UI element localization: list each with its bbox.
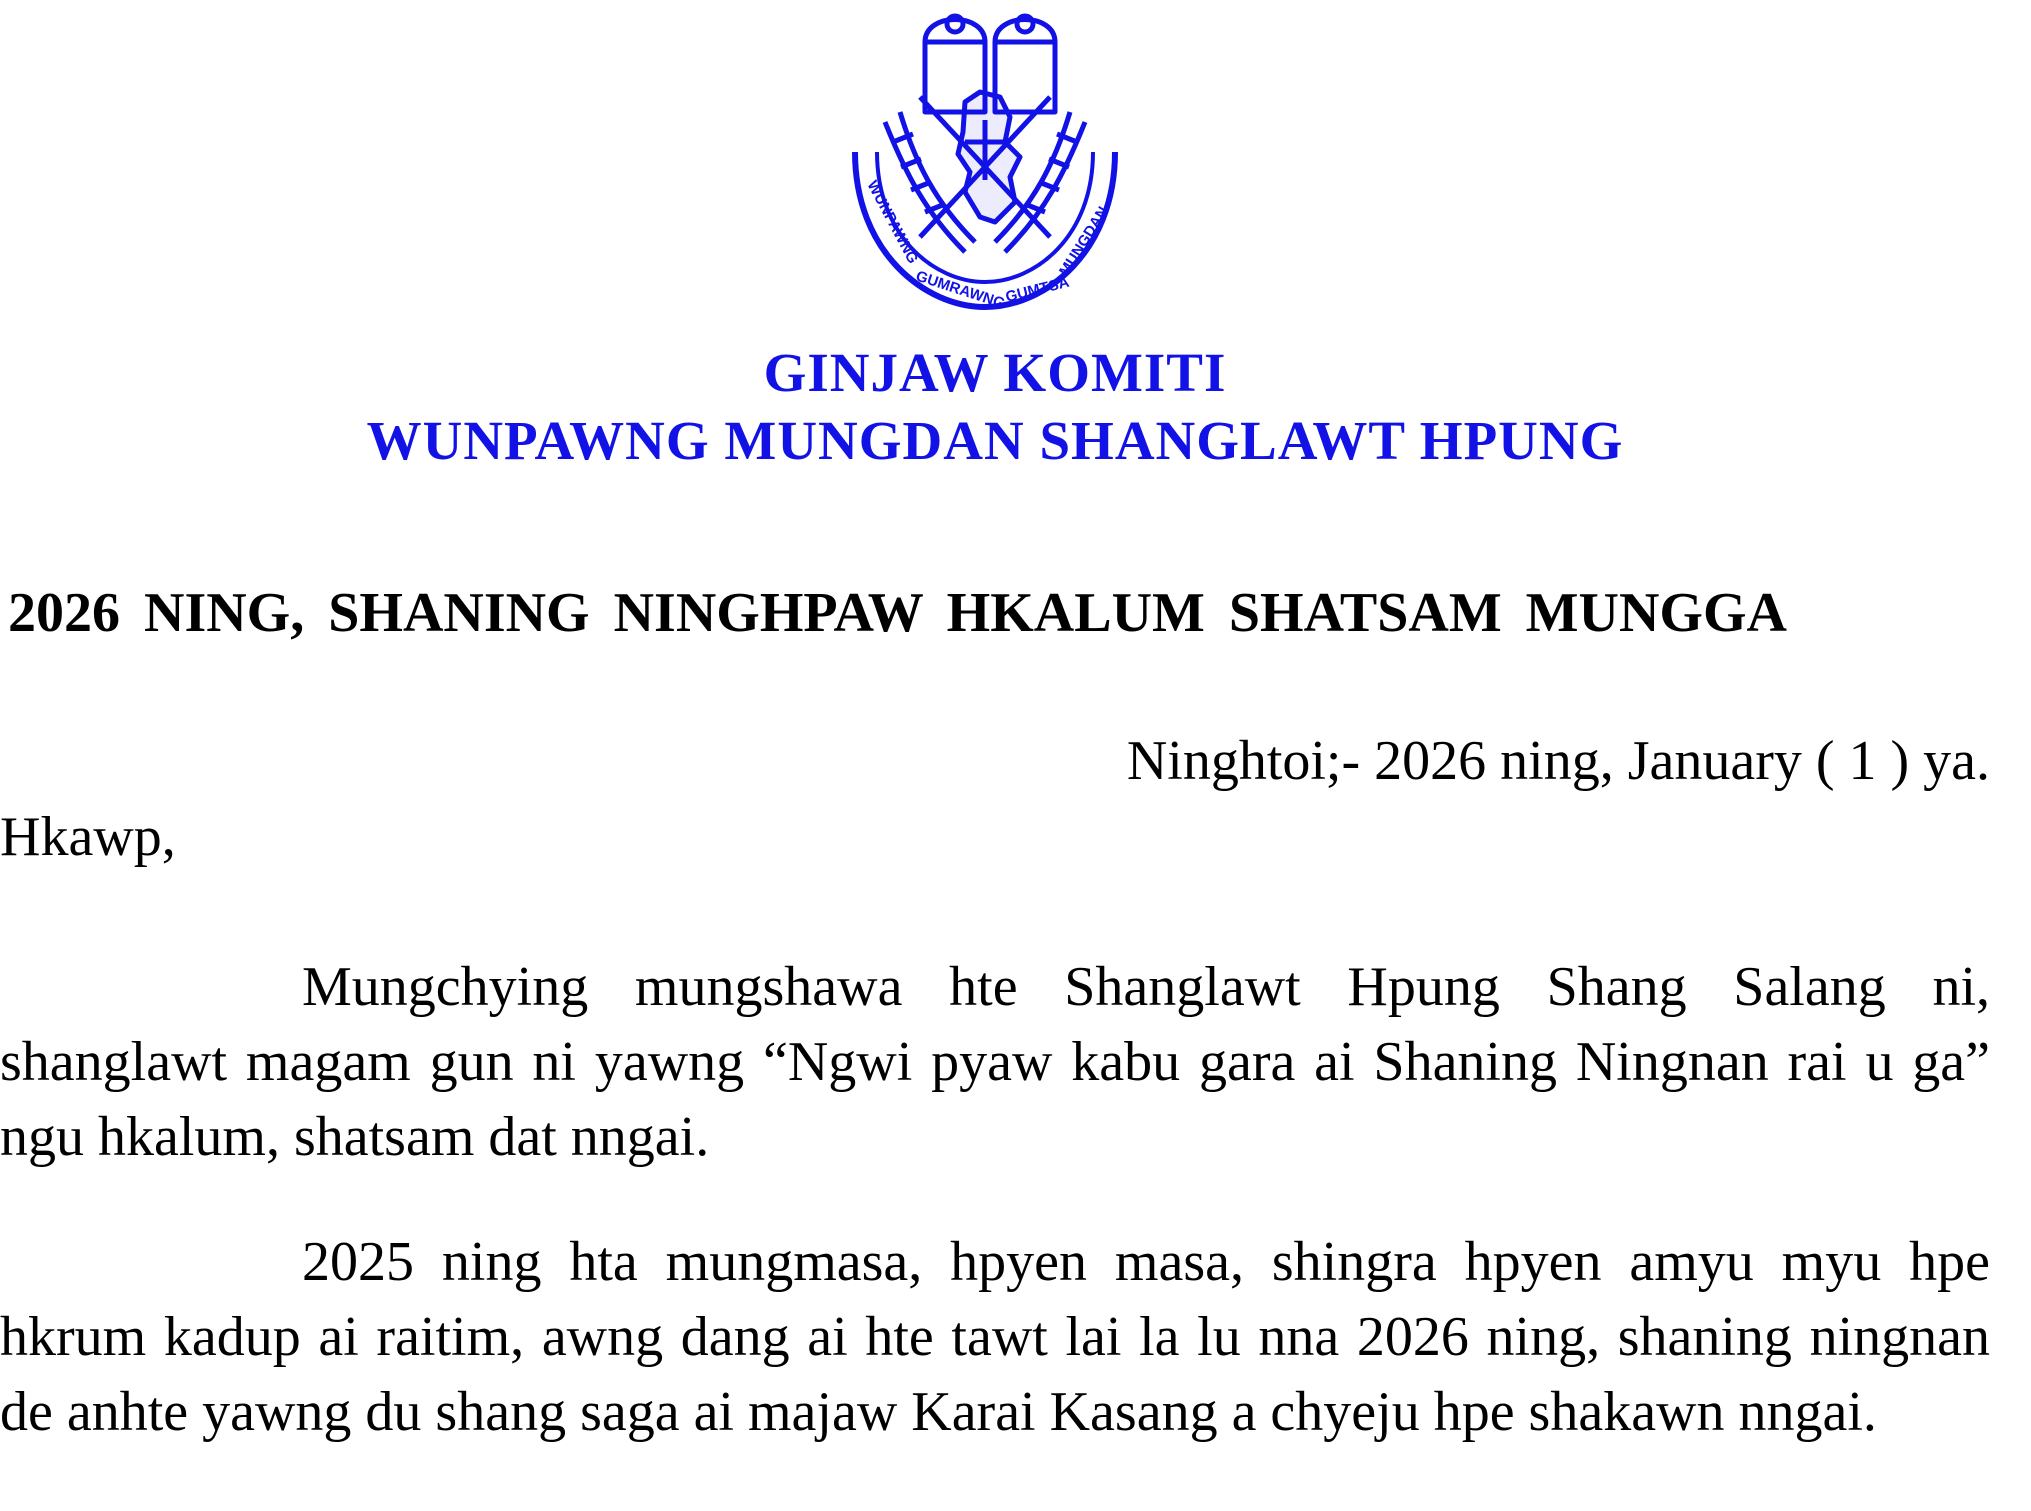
seal-text-bottom-right: GUMTSA	[1003, 273, 1072, 306]
document-heading: 2026 NING, SHANING NINGHPAW HKALUM SHATSAM MUNGGA	[8, 582, 1787, 644]
seal-text-right: MUNGDAN	[1055, 203, 1112, 280]
organization-name-line2: WUNPAWNG MUNGDAN SHANGLAWT HPUNG	[366, 410, 1624, 471]
seal-emblem-icon	[815, 2, 1155, 332]
organization-seal	[815, 2, 1155, 332]
body-paragraph-1: Mungchying mungshawa hte Shanglawt Hpung Shang Salang ni, shanglawt magam gun ni yawng “Ngwi pyaw kabu gara ai Shaning Ningnan rai u ga” ngu hkalum, shatsam dat nngai.	[0, 956, 1990, 1168]
seal-text-left: WUNPAWNG	[863, 177, 922, 267]
salutation: Hkawp,	[0, 806, 176, 868]
seal-text-bottom-left: GUMRAWNG	[913, 267, 1007, 313]
body-paragraph-2: 2025 ning hta mungmasa, hpyen masa, shingra hpyen amyu myu hpe hkrum kadup ai raitim, awng dang ai hte tawt lai la lu nna 2026 ning, shaning ningnan de anhte yawng du shang saga ai majaw Karai Kasang a chyeju hpe shakawn nngai.	[0, 1231, 1990, 1443]
document-date: Ninghtoi;- 2026 ning, January ( 1 ) ya.	[1126, 730, 1990, 792]
organization-name-line1: GINJAW KOMITI	[763, 342, 1227, 403]
